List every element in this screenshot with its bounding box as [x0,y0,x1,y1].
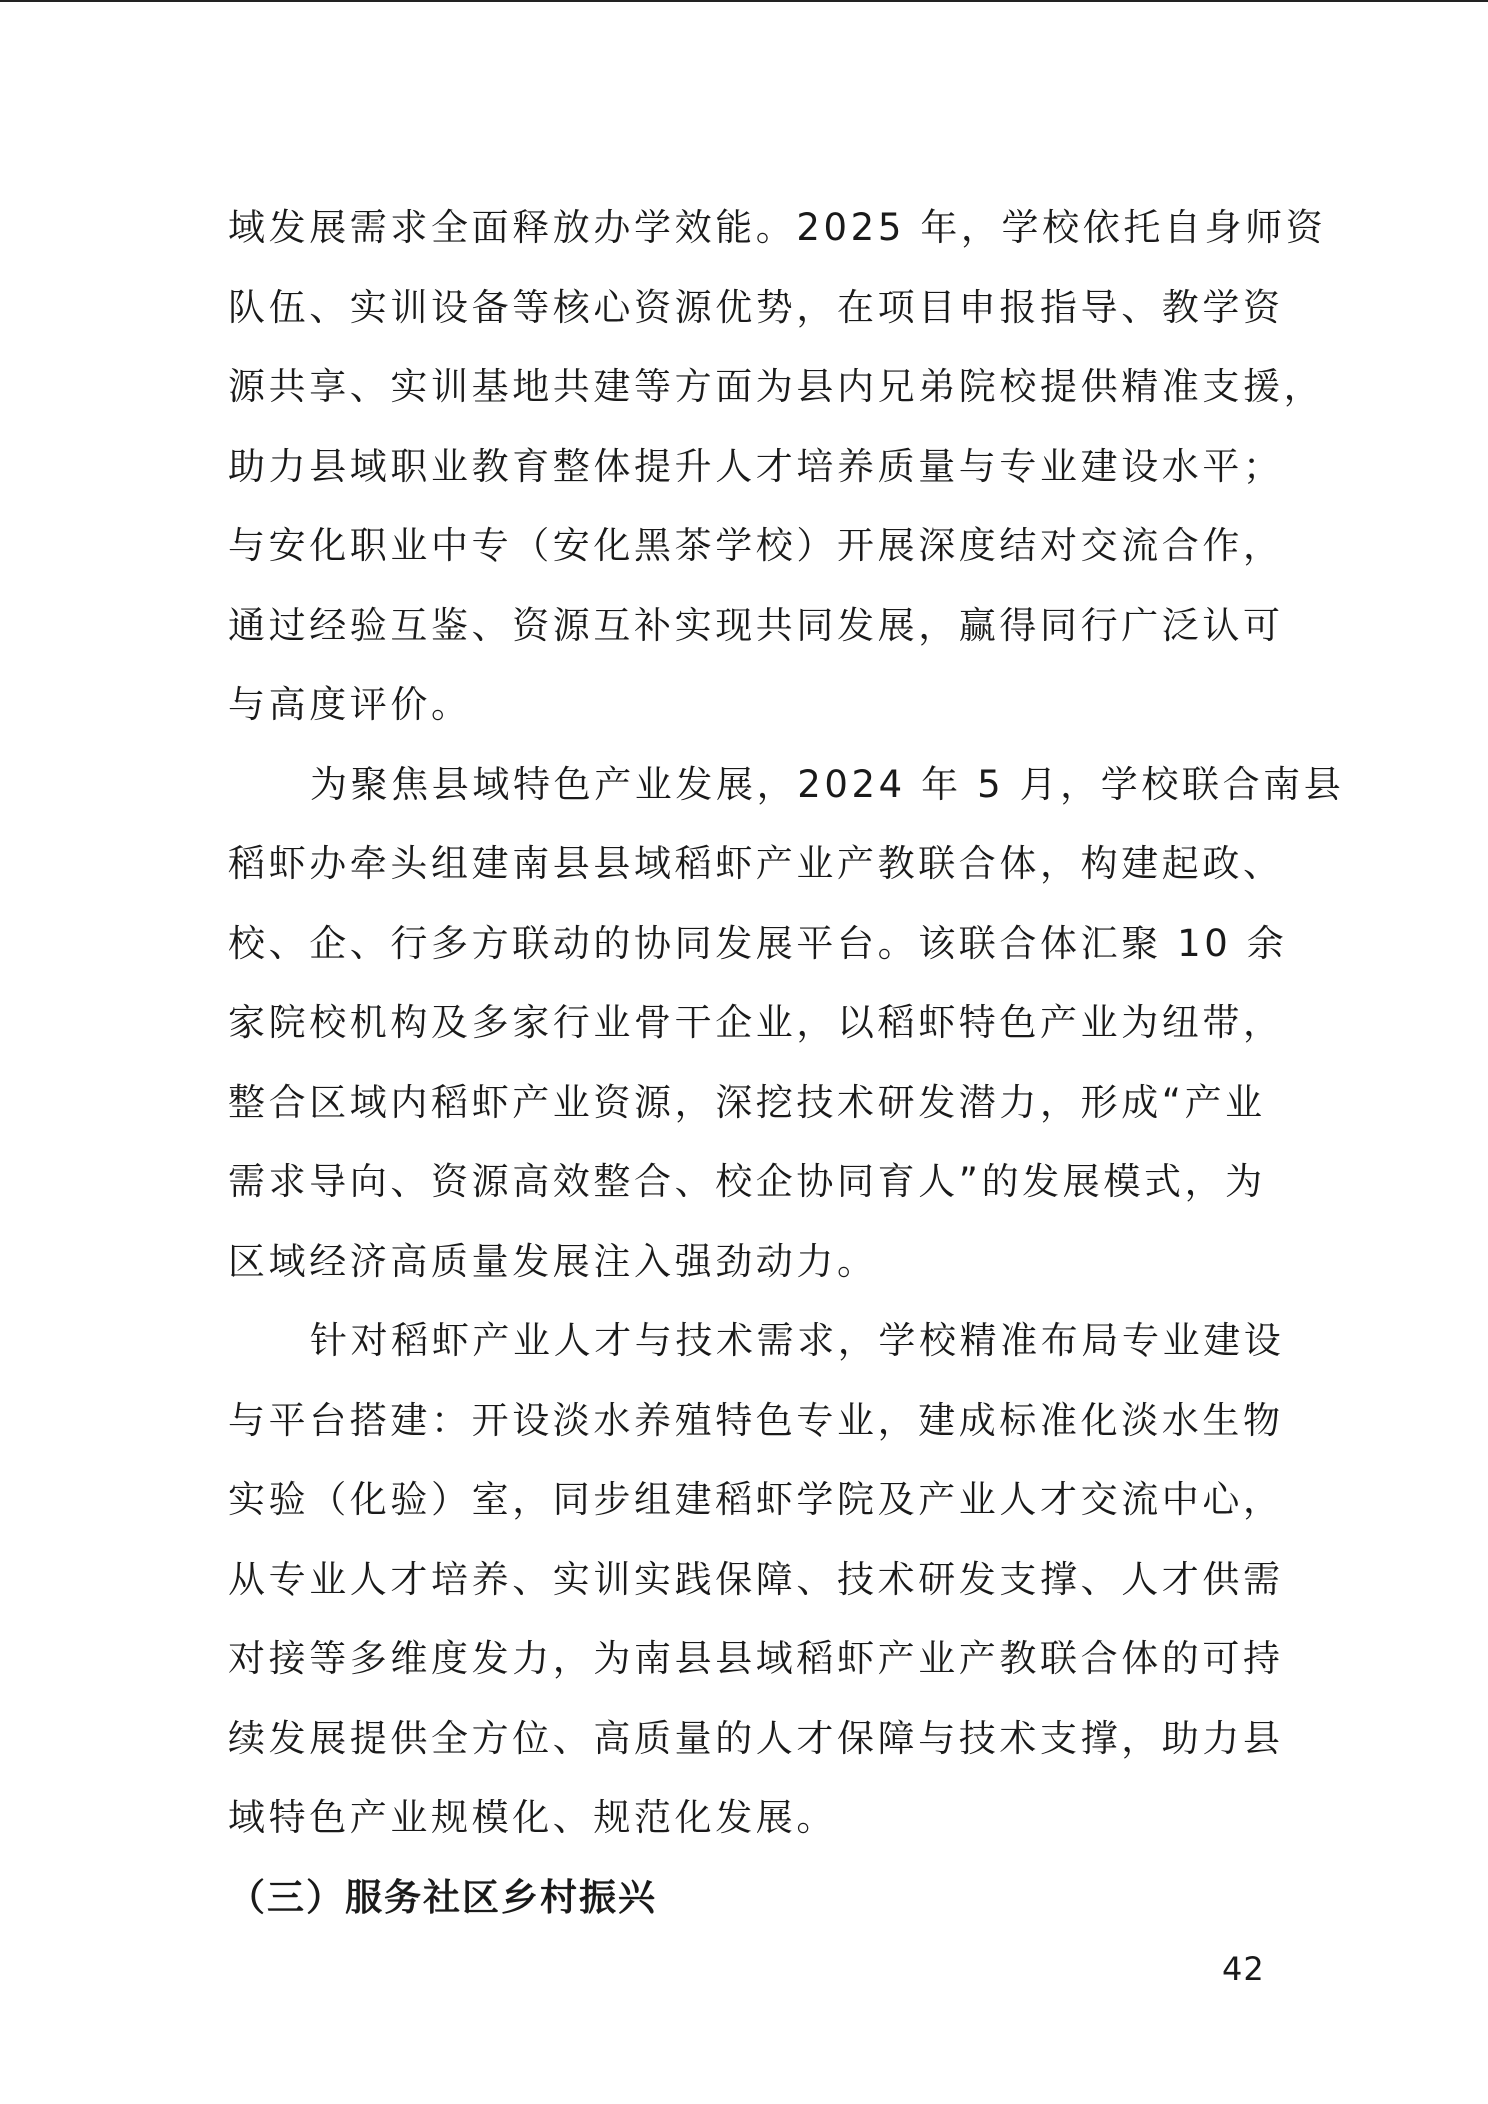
text-line: 源共享、实训基地共建等方面为县内兄弟院校提供精准支援， [228,365,1325,408]
text-line: 与安化职业中专（安化黑茶学校）开展深度结对交流合作， [228,524,1284,567]
text-line: 稻虾办牵头组建南县县域稻虾产业产教联合体，构建起政、 [228,842,1284,885]
text-line: 通过经验互鉴、资源互补实现共同发展，赢得同行广泛认可 [228,603,1284,647]
text-line: 为聚焦县域特色产业发展，2024 年 5 月，学校联合南县 [310,762,1345,806]
text-line: 与高度评价。 [228,683,472,726]
text-line: 需求导向、资源高效整合、校企协同育人”的发展模式，为 [228,1160,1266,1203]
text-line: 家院校机构及多家行业骨干企业，以稻虾特色产业为纽带， [228,1001,1284,1044]
text-line: 域发展需求全面释放办学效能。2025 年，学校依托自身师资 [228,206,1327,249]
text-line: 队伍、实训设备等核心资源优势，在项目申报指导、教学资 [228,285,1284,329]
text-line: 域特色产业规模化、规范化发展。 [228,1796,837,1839]
paragraph-1 [228,188,1327,745]
section-heading: （三）服务社区乡村振兴 [228,1875,657,1919]
paragraph-2 [228,745,1345,1302]
text-line: 续发展提供全方位、高质量的人才保障与技术支撑，助力县 [228,1716,1284,1760]
document-body [228,188,1345,1937]
text-line: 校、企、行多方联动的协同发展平台。该联合体汇聚 10 余 [228,921,1288,965]
text-line: 助力县域职业教育整体提升人才培养质量与专业建设水平； [228,444,1284,488]
text-line: 与平台搭建：开设淡水养殖特色专业，建成标准化淡水生物 [228,1398,1284,1442]
top-border-line [0,0,1488,2]
paragraph-3 [228,1301,1285,1858]
text-line: 整合区域内稻虾产业资源，深挖技术研发潜力，形成“产业 [228,1080,1266,1124]
text-line: 针对稻虾产业人才与技术需求，学校精准布局专业建设 [310,1319,1285,1362]
text-line: 实验（化验）室，同步组建稻虾学院及产业人才交流中心， [228,1478,1284,1521]
text-line: 区域经济高质量发展注入强劲动力。 [228,1239,878,1283]
text-line: 对接等多维度发力，为南县县域稻虾产业产教联合体的可持 [228,1637,1284,1680]
page-number: 42 [1222,1950,1265,1988]
text-line: 从专业人才培养、实训实践保障、技术研发支撑、人才供需 [228,1557,1284,1601]
